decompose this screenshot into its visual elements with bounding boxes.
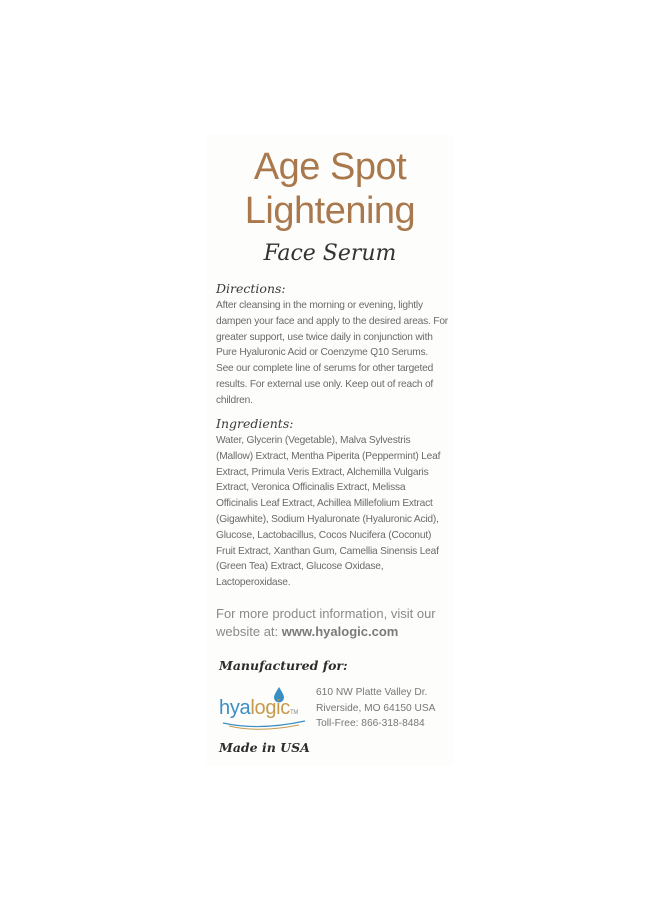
manufacturer-address — [316, 685, 435, 732]
made-in-usa: Made in USA — [219, 740, 310, 755]
address-line1: 610 NW Platte Valley Dr. — [316, 687, 428, 698]
product-title-line2: Lightening — [244, 190, 416, 232]
logo-part-logic: logic — [250, 697, 290, 719]
logo-part-hya: hya — [219, 697, 251, 719]
product-label — [207, 135, 453, 765]
logo-wordmark — [219, 697, 298, 720]
ingredients-text: Water, Glycerin (Vegetable), Malva Sylvestris (Mallow) Extract, Mentha Piperita (Peppermint) Leaf Extract, Primula Veris Extract, Alchemilla Vulgaris Extract, Veronica Officinalis Extract, Melissa Officinalis Leaf Extract, Achillea Millefolium Extract (Gigawhite), Sodium Hyaluronate (Hyaluronic Acid), Glucose, Lactobacillus, Cocos Nucifera (Coconut) Fruit Extract, Xanthan Gum, Camellia Sinensis Leaf (Green Tea) Extract, Glucose Oxidase, Lactoperoxidase. — [216, 435, 441, 589]
product-subtitle: Face Serum — [263, 241, 397, 266]
directions-text: After cleansing in the morning or evening, lightly dampen your face and apply to the desired areas. For greater support, use twice daily in conjunction with Pure Hyaluronic Acid or Coenzyme Q10 Serums. See our complete line of serums for other targeted results. For external use only. Keep out of reach of children. — [216, 300, 448, 406]
phone-number: Toll-Free: 866-318-8484 — [316, 718, 425, 729]
hyalogic-logo — [219, 685, 319, 735]
manufactured-for-heading: Manufactured for: — [219, 658, 348, 673]
ingredients-heading: Ingredients: — [216, 416, 294, 431]
product-info-text: For more product information, visit our website at: — [216, 606, 436, 639]
directions-heading: Directions: — [216, 281, 286, 296]
trademark: TM — [290, 710, 299, 716]
website-link[interactable]: www.hyalogic.com — [281, 624, 399, 639]
product-title-line1: Age Spot — [253, 146, 407, 188]
product-info — [216, 605, 452, 641]
address-line2: Riverside, MO 64150 USA — [316, 702, 436, 714]
